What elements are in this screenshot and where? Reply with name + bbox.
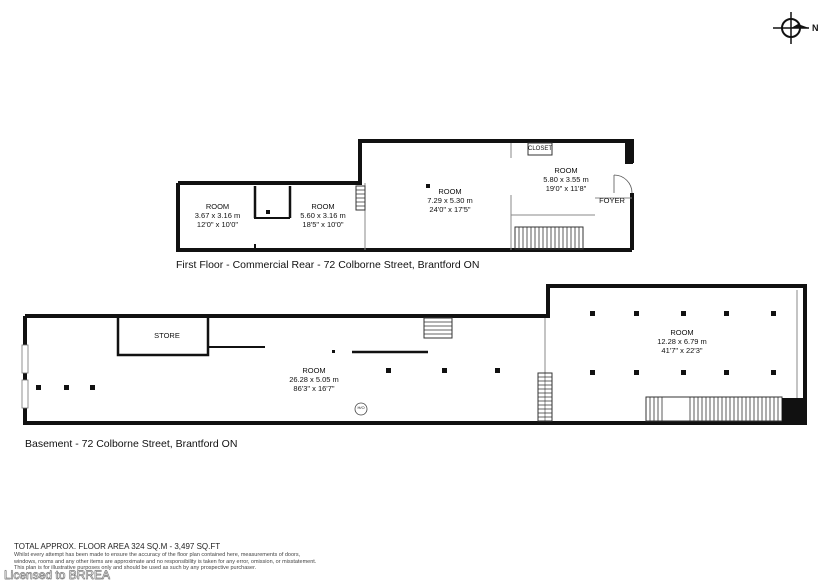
foyer-door-icon <box>614 175 632 193</box>
room-label: ROOM 12.28 x 6.79 m 41'7" x 22'3" <box>657 328 707 355</box>
first-floor-plan <box>178 141 633 250</box>
room-label: ROOM 3.67 x 3.16 m 12'0" x 10'0" <box>194 202 241 229</box>
north-label: N <box>812 23 819 33</box>
heater-label: H/O <box>357 405 365 410</box>
room-label: ROOM 26.28 x 5.05 m 86'3" x 16'7" <box>289 366 339 393</box>
room-label: ROOM 7.29 x 5.30 m 24'0" x 17'5" <box>427 187 473 214</box>
disclaimer-line: windows, rooms and any other items are approximate and no responsibility is taken for any error, omission, or misstatement. <box>14 558 317 565</box>
basement-caption: Basement - 72 Colborne Street, Brantford ON <box>25 438 238 450</box>
basement-stairs-icon <box>424 318 452 338</box>
window-icon <box>22 345 28 373</box>
watermark-text: Licensed to BRREA <box>4 568 111 582</box>
store-label: STORE <box>154 331 180 340</box>
first-floor-bottom-wall <box>178 183 632 250</box>
first-floor-stairs-icon <box>515 227 583 249</box>
first-floor-small-stairs-icon <box>356 186 365 210</box>
foyer-label: FOYER <box>599 196 625 205</box>
room-label: ROOM 5.60 x 3.16 m 18'5" x 10'0" <box>300 202 346 229</box>
entry-pillar <box>625 142 633 164</box>
closet-label: CLOSET <box>528 146 553 152</box>
east-stairs-icon <box>646 397 782 421</box>
disclaimer-line: This plan is for illustrative purposes only and should be used as such by any prospective purchaser. <box>14 565 257 571</box>
window-icon <box>22 380 28 408</box>
disclaimer-line: Whilst every attempt has been made to ensure the accuracy of the floor plan contained here, measurements of doors, <box>14 552 301 558</box>
first-floor-caption: First Floor - Commercial Rear - 72 Colborne Street, Brantford ON <box>176 259 480 271</box>
total-area: TOTAL APPROX. FLOOR AREA 324 SQ.M - 3,497 SQ.FT <box>14 542 221 551</box>
mechanical-block <box>782 398 805 423</box>
compass-icon <box>773 12 809 44</box>
room-label: ROOM 5.80 x 3.55 m 19'0" x 11'8" <box>543 166 589 193</box>
